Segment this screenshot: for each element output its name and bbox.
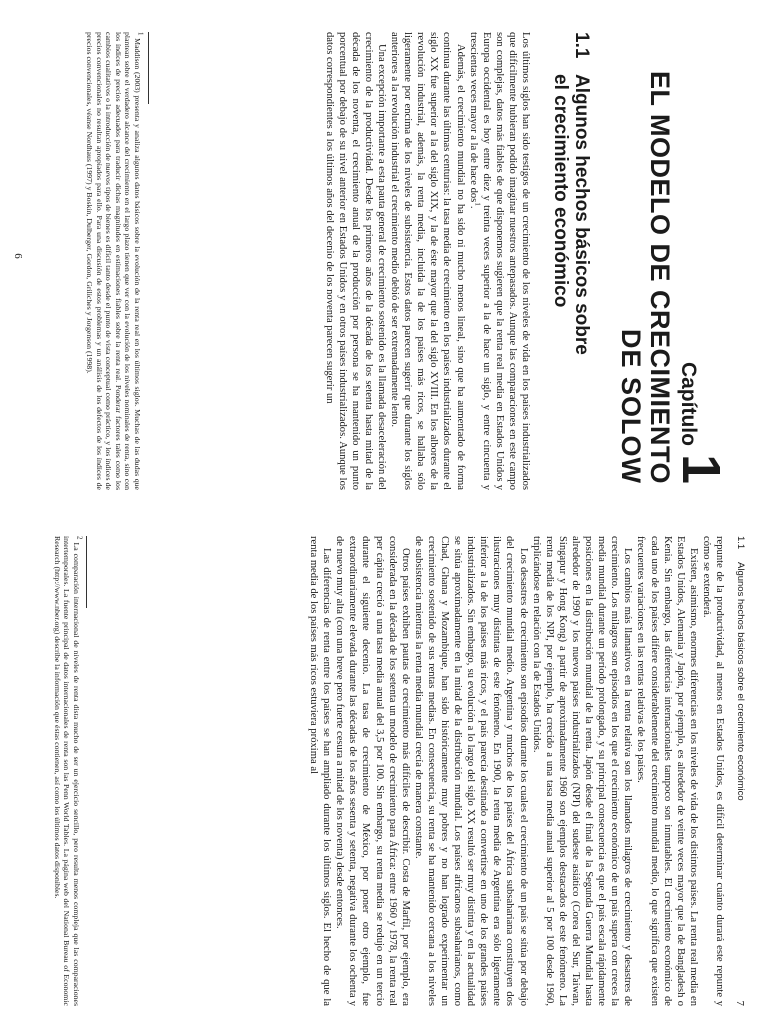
section-number: 1.1 xyxy=(571,32,592,59)
footnote-ref: 1 xyxy=(473,202,482,206)
right-body-text xyxy=(307,536,726,1006)
running-head-section: 1.1 xyxy=(735,536,746,550)
chapter-label: Capítulo xyxy=(677,361,700,446)
body-paragraph: Los cambios más llamativos en la renta relativa son los llamados milagros de crecimiento y desastres de crecimiento. Los milagros son episodios en los que el crecimiento económico de un país supera con creces la media mundial durante un período prolongado, y su principal consecuencia es que el país escala rápidamente posiciones en la distribución mundial de la renta. Japón desde el final de la Segunda Guerra Mundial hasta alrededor de 1990 y los nuevos países industrializados (NPI) del sudeste asiático (Corea del Sur, Taiwan, Singapur y Hong Kong) a partir de aproximadamente 1960 son ejemplos destacados de este fenómeno. La renta media de los NPI, por ejemplo, ha crecido a una tasa media anual superior al 5 por 100 desde 1960, triplicándose en relación con la de Estados Unidos. xyxy=(530,536,634,1006)
footnote-marker: 2 xyxy=(75,536,84,540)
chapter-subtitle: DE SOLOW xyxy=(616,329,646,484)
body-paragraph: Los desastres de crecimiento son episodios durante los cuales el crecimiento de un país se sitúa por debajo del crecimiento mundial medio. Argentina y muchos de los países del África subsahariana constituyen dos ilustraciones muy distintas de este fenómeno. En 1900, la renta media de Argentina era sólo ligeramente inferior a la de los países más ricos, y el país parecía destinado a convertirse en uno de los grandes países industrializados. Sin embargo, su evolución a lo largo del siglo XX resultó ser muy distinta y en la actualidad se sitúa aproximadamente en la mitad de la distribución mundial. Los países africanos subsaharianos, como Chad, Ghana y Mozambique, han sido históricamente muy pobres y no han logrado experimentar un crecimiento sostenido de sus rentas medias. En consecuencia, su renta se ha mantenido cercana a los niveles de subsistencia mientras la renta media mundial crecía de manera constante. xyxy=(412,536,529,1006)
running-head xyxy=(735,536,746,1006)
footnote-text: Maddison (2003) presenta y analiza algunos datos básicos sobre la evolución de la renta real en los últimos siglos. Muchas de las dudas que plantean sobre el verdadero alcance del crecimiento en el largo plazo tienen que ver con la evolución de los niveles nominales de renta, sino con los índices de precios adecuados para traducir dichas magnitudes en estimaciones fiables sobre la renta real. Ponderar factores tales como los cambios cualitativos o la introducción de nuevos tipos de bienes es difícil tanto desde el punto de vista conceptual como práctico, y los índices de precios convencionales no resultan apropiados para ello. Para una discusión de estos problemas y un análisis de los defectos de los índices de precios convencionales, véanse Nordhaus (1997) y Boskin, Dulberger, Gordon, Griliches y Jorgenson (1998). xyxy=(85,32,142,490)
body-paragraph: Existen, asimismo, enormes diferencias en los niveles de vida de los distintos países. La renta real media en Estados Unidos, Alemania y Japón, por ejemplo, es alrededor de veinte veces mayor que la de Bangladesh o Kenia. Sin embargo, las diferencias internacionales tampoco son inmutables. El crecimiento económico de cada uno de los países difiere considerablemente del crecimiento mundial medio, lo que significa que existen frecuentes variaciones en las rentas relativas de los países. xyxy=(635,536,699,1006)
body-paragraph: repunte de la productividad, al menos en Estados Unidos, es difícil determinar cuánto durará este repunte y cómo se extenderá. xyxy=(700,536,725,1006)
body-paragraph: Las diferencias de renta entre los países se han ampliado durante los últimos siglos. El hecho de que la renta media de los países más ricos estuviera próxima al xyxy=(308,536,333,1006)
body-paragraph: Otros países exhiben pautas de crecimiento más difíciles de describir. Costa de Marfil, por ejemplo, era considerada en la década de los setenta un modelo de crecimiento para África: entre 1960 y 1978, la renta real per cápita creció a una tasa media anual del 3,5 por 100. Sin embargo, su renta media se redujo en un tercio durante el siguiente decenio. La tasa de crecimiento de México, por poner otro ejemplo, fue extraordinariamente elevada durante las décadas de los años sesenta y setenta, negativa durante los ochenta y de nuevo muy alta (con una breve pero fuerte cesura a mitad de los noventa) desde entonces. xyxy=(334,536,411,1006)
left-body-text xyxy=(323,32,533,490)
section-heading xyxy=(550,32,592,492)
chapter-heading xyxy=(616,44,731,484)
footnote-text: La comparación internacional de niveles de renta dista mucho de ser un ejercicio sencillo, pero resulta menos compleja que las comparaciones intertemporales. La fuente principal de datos internacionales de renta son las Penn World Tables. La página web del National Bureau of Economic Research (http://www.nber.org) describe la información que éstas contienen, así como los últimos datos disponibles. xyxy=(52,536,81,1007)
chapter-number: 1 xyxy=(671,453,731,484)
chapter-title: EL MODELO DE CRECIMIENTO xyxy=(645,70,675,484)
page-number: 6 xyxy=(12,253,24,259)
right-page xyxy=(0,512,768,1024)
footnote xyxy=(84,32,145,490)
footnote xyxy=(52,536,84,1007)
footnote-divider xyxy=(86,536,87,608)
running-head-title: Algunos hechos básicos sobre el crecimiento económico xyxy=(735,562,746,801)
section-title-line2: el crecimiento económico xyxy=(550,74,571,308)
section-title-line1: Algunos hechos básicos sobre xyxy=(571,74,592,355)
body-paragraph: Una excepción importante a esta pauta general de crecimiento sostenido es la llamada desaceleración del crecimiento de la productividad. Desde los primeros años de la década de los setenta hasta mitad de la década de los noventa, el crecimiento anual de la producción por persona se ha mantenido un punto porcentual por debajo de su nivel anterior en Estados Unidos y en otros países industrializados. Aunque los datos correspondientes a los últimos años del decenio de los noventa parecen sugerir un xyxy=(323,32,387,490)
page-number: 7 xyxy=(734,1000,746,1006)
body-paragraph: Además, el crecimiento mundial no ha sido ni mucho menos lineal, sino que ha aumentado de forma continua durante las últimas centurias: la tasa media de crecimiento en los países industrializados durante el siglo XX fue superior a la del siglo XIX, y la de éste mayor que la del siglo XVIII. En los albores de la revolución industrial, además, la renta media, incluida la de los países más ricos, se hallaba sólo ligeramente por encima de los niveles de subsistencia. Estos datos parecen sugerir que durante los siglos anteriores a la revolución industrial el crecimiento medio debió de ser extremadamente lento. xyxy=(389,32,466,490)
body-paragraph: Los últimos siglos han sido testigos de un crecimiento de los niveles de vida en los países industrializados que difícilmente hubieran podido imaginar nuestros antepasados. Aunque las comparaciones en este campo son complejas, datos más fiables de que disponemos sugieren que la renta real media en Estados Unidos y Europa occidental es hoy entre diez y treinta veces superior a la de hace un siglo, y entre cincuenta y trescientas veces mayor a la de hace dos$^1$. xyxy=(467,32,531,490)
footnote-marker: 1 xyxy=(136,32,145,36)
footnote-divider xyxy=(148,32,149,104)
